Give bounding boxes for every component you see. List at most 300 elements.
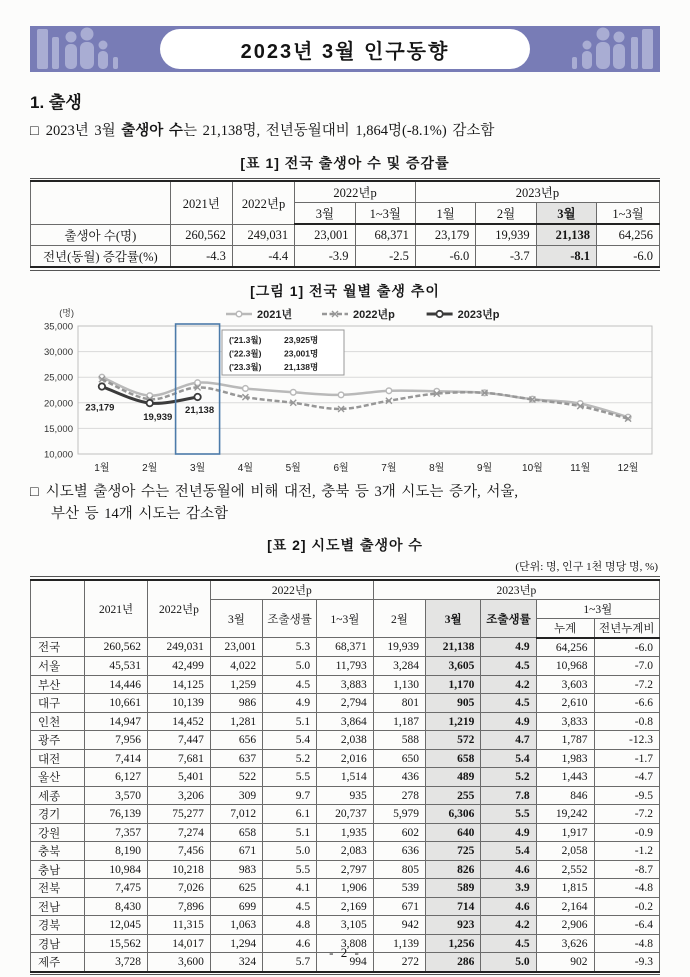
svg-text:8월: 8월	[429, 462, 445, 474]
table-cell: 1,219	[425, 712, 480, 731]
table-cell: 1,935	[317, 823, 374, 842]
sub-col: 2월	[373, 599, 425, 638]
table-cell: 1,170	[425, 675, 480, 694]
table-cell: 3,728	[85, 953, 148, 972]
col-2022: 2022년p	[232, 181, 294, 224]
table-cell: 4.7	[481, 731, 536, 750]
svg-text:9월: 9월	[476, 462, 493, 474]
table-cell: 986	[210, 694, 262, 713]
bullet1-pre: 2023년 3월	[45, 123, 122, 139]
table-cell: 1,130	[373, 675, 425, 694]
table-cell: 489	[425, 768, 480, 787]
table-cell: 572	[425, 731, 480, 750]
table-cell: 64,256	[536, 638, 594, 657]
table-cell: 4.2	[481, 916, 536, 935]
table-cell: 4.5	[481, 934, 536, 953]
bullet2-line2: 부산 등 14개 시도는 감소함	[51, 505, 229, 522]
table-cell: 7,012	[210, 805, 262, 824]
table-cell: 671	[373, 897, 425, 916]
table-cell: -3.7	[476, 246, 536, 268]
table-cell: 21,138	[425, 638, 480, 657]
group-2023: 2023년p	[373, 580, 659, 600]
table-cell: 76,139	[85, 805, 148, 824]
table-cell: 902	[536, 953, 594, 972]
svg-text:15,000: 15,000	[43, 423, 73, 435]
sub-col-highlight: 조출생률	[481, 599, 536, 638]
table-cell: 309	[210, 786, 262, 805]
table-cell: 2,906	[536, 916, 594, 935]
table-cell: 8,430	[85, 897, 148, 916]
table-cell: 4.5	[481, 657, 536, 676]
region-label: 강원	[31, 823, 85, 842]
title-pill	[160, 29, 530, 69]
table-row	[31, 224, 660, 246]
table-cell: 650	[373, 749, 425, 768]
table-cell: 699	[210, 897, 262, 916]
table-cell: 1,281	[210, 712, 262, 731]
table-cell: 671	[210, 842, 262, 861]
table-cell: 5.4	[481, 749, 536, 768]
group-2022: 2022년p	[295, 181, 416, 203]
table-cell: 3,105	[317, 916, 374, 935]
table-cell: 1,443	[536, 768, 594, 787]
table-cell: 5.0	[481, 953, 536, 972]
table-row	[31, 768, 660, 787]
table-cell: 2,038	[317, 731, 374, 750]
table-cell: 436	[373, 768, 425, 787]
region-label: 대구	[31, 694, 85, 713]
svg-text:10월: 10월	[522, 462, 543, 474]
table-cell: 5.0	[263, 842, 317, 861]
svg-text:5월: 5월	[285, 462, 301, 474]
table-row	[31, 657, 660, 676]
table-cell: 6,306	[425, 805, 480, 824]
table-cell: -0.8	[594, 712, 659, 731]
region-label: 제주	[31, 953, 85, 972]
region-label: 서울	[31, 657, 85, 676]
region-label: 대전	[31, 749, 85, 768]
table-cell: 75,277	[147, 805, 210, 824]
table-cell: -6.6	[594, 694, 659, 713]
svg-text:19,939: 19,939	[143, 411, 173, 423]
table-cell: -3.9	[295, 246, 355, 268]
table-cell: 3,864	[317, 712, 374, 731]
region-label: 전남	[31, 897, 85, 916]
table-cell: 20,737	[317, 805, 374, 824]
table-cell: 19,242	[536, 805, 594, 824]
svg-text:23,925명: 23,925명	[284, 334, 319, 345]
region-label: 광주	[31, 731, 85, 750]
table-cell: 656	[210, 731, 262, 750]
table-cell: 602	[373, 823, 425, 842]
region-label: 충북	[31, 842, 85, 861]
table-cell: -9.3	[594, 953, 659, 972]
row-label: 출생아 수(명)	[31, 224, 171, 246]
table-cell: 1,256	[425, 934, 480, 953]
table-cell: 15,562	[85, 934, 148, 953]
sub-col: 2월	[476, 203, 536, 225]
table-cell: 6.1	[263, 805, 317, 824]
table-cell: 9.7	[263, 786, 317, 805]
table-cell: 255	[425, 786, 480, 805]
table-cell: 923	[425, 916, 480, 935]
table-cell: 539	[373, 879, 425, 898]
table-cell: 278	[373, 786, 425, 805]
table-cell: 7,447	[147, 731, 210, 750]
table-cell: 7,456	[147, 842, 210, 861]
table-cell: 5.5	[263, 860, 317, 879]
table1-frame	[30, 178, 660, 271]
table-cell: 4.9	[263, 694, 317, 713]
table-cell: 7,681	[147, 749, 210, 768]
table-cell: 1,294	[210, 934, 262, 953]
table-cell: 3,570	[85, 786, 148, 805]
table-cell: 983	[210, 860, 262, 879]
table-row	[31, 694, 660, 713]
sub-col-highlight: 3월	[425, 599, 480, 638]
table-cell: 5.1	[263, 823, 317, 842]
svg-text:3월: 3월	[189, 462, 206, 474]
table-cell: 5,401	[147, 768, 210, 787]
table-cell: -9.5	[594, 786, 659, 805]
table-cell: 826	[425, 860, 480, 879]
table-cell: 14,017	[147, 934, 210, 953]
table-row	[31, 916, 660, 935]
table-cell: 3,605	[425, 657, 480, 676]
table-cell: -1.7	[594, 749, 659, 768]
table-cell: 4,022	[210, 657, 262, 676]
bullet-marker: □	[30, 483, 39, 500]
region-label: 세종	[31, 786, 85, 805]
table-cell: 2,169	[317, 897, 374, 916]
svg-text:('22.3월): ('22.3월)	[229, 348, 262, 359]
page-number: - 2 -	[329, 945, 361, 960]
region-label: 충남	[31, 860, 85, 879]
table-cell: 1,514	[317, 768, 374, 787]
table-cell: 5.0	[263, 657, 317, 676]
table-cell: 8,190	[85, 842, 148, 861]
table-cell: 4.6	[481, 860, 536, 879]
table-cell: 1,187	[373, 712, 425, 731]
table-cell: 4.5	[263, 675, 317, 694]
table-cell: 2,016	[317, 749, 374, 768]
people-pictogram-right	[544, 26, 656, 72]
svg-text:1월: 1월	[94, 462, 110, 474]
sub-col: 누계	[536, 618, 594, 638]
table2-title: [표 2] 시도별 출생아 수	[267, 537, 423, 554]
table-row	[31, 786, 660, 805]
bullet-paragraph-2	[30, 482, 660, 526]
table-cell: 10,984	[85, 860, 148, 879]
table-cell: 42,499	[147, 657, 210, 676]
table-cell: 14,452	[147, 712, 210, 731]
region-label: 인천	[31, 712, 85, 731]
table-cell: 11,793	[317, 657, 374, 676]
table-cell: 637	[210, 749, 262, 768]
table-cell: 12,045	[85, 916, 148, 935]
region-label: 경남	[31, 934, 85, 953]
table-cell: 1,906	[317, 879, 374, 898]
svg-text:23,001명: 23,001명	[284, 348, 319, 359]
sub-col: 조출생률	[263, 599, 317, 638]
table-cell: 942	[373, 916, 425, 935]
table-cell: 5.2	[263, 749, 317, 768]
table-cell: -6.0	[597, 246, 660, 268]
table-row	[31, 842, 660, 861]
table-row	[31, 749, 660, 768]
table-cell: 805	[373, 860, 425, 879]
table-cell: 10,218	[147, 860, 210, 879]
table-cell: 725	[425, 842, 480, 861]
table-cell: 260,562	[85, 638, 148, 657]
table-cell: 3,206	[147, 786, 210, 805]
table-cell: -7.0	[594, 657, 659, 676]
svg-text:4월: 4월	[237, 462, 254, 474]
table-cell: 21,138	[536, 224, 596, 246]
table-cell: 801	[373, 694, 425, 713]
table-row	[31, 675, 660, 694]
svg-text:7월: 7월	[381, 462, 397, 474]
table-cell: -6.4	[594, 916, 659, 935]
table-cell: 5.3	[263, 638, 317, 657]
table-cell: 522	[210, 768, 262, 787]
svg-text:35,000: 35,000	[43, 321, 73, 333]
table-cell: -0.9	[594, 823, 659, 842]
svg-text:2023년p: 2023년p	[457, 308, 500, 321]
svg-text:21,138명: 21,138명	[284, 361, 319, 372]
table-row	[31, 805, 660, 824]
table-cell: 249,031	[232, 224, 294, 246]
table-cell: 589	[425, 879, 480, 898]
table-row	[31, 246, 660, 268]
table-cell: 272	[373, 953, 425, 972]
svg-text:('21.3월): ('21.3월)	[229, 334, 262, 345]
table-cell: 7,274	[147, 823, 210, 842]
region-label: 부산	[31, 675, 85, 694]
line-chart-canvas	[30, 306, 660, 478]
table-cell: 3,284	[373, 657, 425, 676]
col-2021: 2021년	[85, 580, 148, 638]
table-cell: -4.3	[170, 246, 232, 268]
region-label: 울산	[31, 768, 85, 787]
table-cell: 994	[317, 953, 374, 972]
table-cell: 714	[425, 897, 480, 916]
table-cell: 2,552	[536, 860, 594, 879]
figure1-title: [그림 1] 전국 월별 출생 추이	[250, 282, 440, 299]
table-row	[31, 638, 660, 657]
table-cell: 640	[425, 823, 480, 842]
table-cell: 5,979	[373, 805, 425, 824]
svg-text:12월: 12월	[617, 462, 639, 474]
people-pictogram-left	[34, 26, 146, 72]
table-cell: 324	[210, 953, 262, 972]
table-cell: 68,371	[317, 638, 374, 657]
table-cell: 2,797	[317, 860, 374, 879]
col-2022: 2022년p	[147, 580, 210, 638]
table-cell: 7,357	[85, 823, 148, 842]
table-cell: -4.4	[232, 246, 294, 268]
table-cell: 4.5	[263, 897, 317, 916]
svg-text:11월: 11월	[570, 462, 591, 474]
table-cell: 1,787	[536, 731, 594, 750]
table-cell: 10,968	[536, 657, 594, 676]
table-cell: 10,661	[85, 694, 148, 713]
table-cell: 905	[425, 694, 480, 713]
table-cell: 625	[210, 879, 262, 898]
table-cell: 23,001	[295, 224, 355, 246]
svg-text:20,000: 20,000	[43, 398, 73, 410]
svg-text:10,000: 10,000	[43, 449, 73, 461]
table-cell: 4.9	[481, 638, 536, 657]
table-cell: -6.0	[594, 638, 659, 657]
table-cell: 23,001	[210, 638, 262, 657]
bullet-marker: □	[30, 123, 39, 139]
table-cell: 2,058	[536, 842, 594, 861]
table-cell: 14,125	[147, 675, 210, 694]
table-cell: 3,883	[317, 675, 374, 694]
table-cell: 658	[210, 823, 262, 842]
group-2023: 2023년p	[415, 181, 659, 203]
table-cell: -6.0	[415, 246, 475, 268]
bullet-paragraph-1	[30, 121, 660, 143]
table-cell: 3,626	[536, 934, 594, 953]
table-cell: 658	[425, 749, 480, 768]
table-cell: -4.7	[594, 768, 659, 787]
table-cell: -8.1	[536, 246, 596, 268]
table-cell: 2,083	[317, 842, 374, 861]
subgroup-1-3month: 1~3월	[536, 599, 659, 618]
table-cell: 6,127	[85, 768, 148, 787]
table-cell: 1,815	[536, 879, 594, 898]
section-heading: 1. 출생	[30, 93, 82, 112]
table-row	[31, 823, 660, 842]
table-cell: 19,939	[476, 224, 536, 246]
table-cell: 7,896	[147, 897, 210, 916]
table-cell: 5.4	[263, 731, 317, 750]
sub-col: 3월	[210, 599, 262, 638]
table-row	[31, 879, 660, 898]
table-cell: 3,603	[536, 675, 594, 694]
sub-col: 1~3월	[355, 203, 415, 225]
table2-frame	[30, 576, 660, 975]
table-cell: 1,139	[373, 934, 425, 953]
table-row	[31, 860, 660, 879]
table-cell: 4.8	[263, 916, 317, 935]
table-cell: 64,256	[597, 224, 660, 246]
table-cell: 1,917	[536, 823, 594, 842]
svg-text:21,138: 21,138	[185, 404, 215, 416]
table-cell: 3,833	[536, 712, 594, 731]
col-2021: 2021년	[170, 181, 232, 224]
table-cell: 3,600	[147, 953, 210, 972]
svg-text:30,000: 30,000	[43, 346, 73, 358]
table-cell: 260,562	[170, 224, 232, 246]
corner-cell	[31, 580, 85, 638]
table-cell: -0.2	[594, 897, 659, 916]
table-cell: 4.6	[481, 897, 536, 916]
table-cell: 19,939	[373, 638, 425, 657]
table-cell: -12.3	[594, 731, 659, 750]
title-banner	[30, 26, 660, 72]
unit-note: (단위: 명, 인구 1천 명당 명, %)	[515, 561, 658, 574]
table-cell: 11,315	[147, 916, 210, 935]
table-cell: 1,063	[210, 916, 262, 935]
table-cell: -7.2	[594, 675, 659, 694]
table-cell: 4.9	[481, 823, 536, 842]
sub-col: 3월	[295, 203, 355, 225]
table-row	[31, 712, 660, 731]
page-title: 2023년 3월 인구동향	[240, 40, 450, 63]
table-cell: 4.2	[481, 675, 536, 694]
table-cell: 5.4	[481, 842, 536, 861]
table-cell: -4.8	[594, 879, 659, 898]
table-cell: 1,259	[210, 675, 262, 694]
table-cell: 14,947	[85, 712, 148, 731]
table-cell: 14,446	[85, 675, 148, 694]
table-row	[31, 897, 660, 916]
table-cell: 7,026	[147, 879, 210, 898]
table-cell: 7,475	[85, 879, 148, 898]
table-cell: -7.2	[594, 805, 659, 824]
sub-col: 1~3월	[317, 599, 374, 638]
table1-title: [표 1] 전국 출생아 수 및 증감률	[240, 154, 450, 171]
table-cell: 3,808	[317, 934, 374, 953]
row-label: 전년(동월) 증감률(%)	[31, 246, 171, 268]
table-cell: 2,610	[536, 694, 594, 713]
sub-col-highlight: 3월	[536, 203, 596, 225]
table-cell: 23,179	[415, 224, 475, 246]
sub-col: 1~3월	[597, 203, 660, 225]
table-cell: 5.7	[263, 953, 317, 972]
table-cell: 4.9	[481, 712, 536, 731]
table-cell: 2,794	[317, 694, 374, 713]
table-cell: 4.5	[481, 694, 536, 713]
table-cell: 1,983	[536, 749, 594, 768]
region-label: 경북	[31, 916, 85, 935]
table-cell: 5.1	[263, 712, 317, 731]
table-cell: 5.5	[481, 805, 536, 824]
region-label: 전국	[31, 638, 85, 657]
svg-text:2022년p: 2022년p	[353, 308, 395, 321]
table-cell: 68,371	[355, 224, 415, 246]
corner-cell	[31, 181, 171, 224]
table-row	[31, 731, 660, 750]
table-cell: 249,031	[147, 638, 210, 657]
table-cell: -2.5	[355, 246, 415, 268]
table-cell: 3.9	[481, 879, 536, 898]
svg-text:('23.3월): ('23.3월)	[229, 361, 262, 372]
group-2022: 2022년p	[210, 580, 373, 600]
svg-text:6월: 6월	[333, 462, 349, 474]
table-cell: 7.8	[481, 786, 536, 805]
table-cell: 935	[317, 786, 374, 805]
table-cell: -1.2	[594, 842, 659, 861]
bullet1-post: 는 21,138명, 전년동월대비 1,864명(-8.1%) 감소함	[182, 123, 495, 139]
table-cell: -8.7	[594, 860, 659, 879]
table-cell: 2,164	[536, 897, 594, 916]
bullet1-bold: 출생아 수	[121, 123, 183, 139]
national-births-table	[30, 180, 660, 268]
table-cell: 7,956	[85, 731, 148, 750]
region-label: 전북	[31, 879, 85, 898]
table-cell: 286	[425, 953, 480, 972]
table-cell: 636	[373, 842, 425, 861]
table-cell: 5.2	[481, 768, 536, 787]
regional-births-table	[30, 579, 660, 973]
table-cell: 588	[373, 731, 425, 750]
svg-text:(명): (명)	[59, 307, 74, 318]
table-cell: 4.1	[263, 879, 317, 898]
